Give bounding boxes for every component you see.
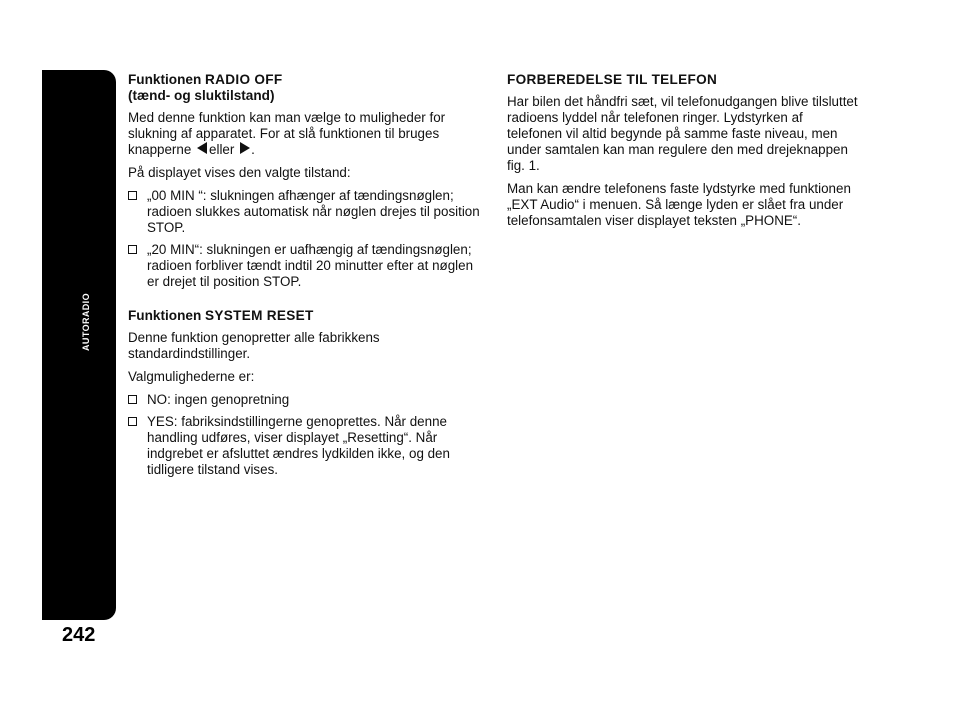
page-number: 242 xyxy=(62,624,96,646)
list-item-text: NO: ingen genopretning xyxy=(147,392,290,407)
right-column xyxy=(507,72,859,236)
list-item xyxy=(128,242,480,290)
radio-off-display-line: På displayet vises den valgte tilstand: xyxy=(128,165,351,180)
radio-off-intro-mid: eller xyxy=(209,142,235,157)
list-item xyxy=(128,188,480,236)
list-item-text: „20 MIN“: slukningen er uafhængig af tændingsnøglen; radioen forbliver tændt indtil 20 minutter efter at nøglen er drejet til position STOP. xyxy=(147,242,474,289)
checkbox-bullet-icon xyxy=(128,395,137,404)
chapter-sidebar xyxy=(42,70,116,620)
system-reset-text: Denne funktion genopretter alle fabrikkens standardindstillinger. xyxy=(128,330,380,361)
checkbox-bullet-icon xyxy=(128,417,137,426)
phone-heading xyxy=(507,72,859,88)
phone-paragraph: Har bilen det håndfri sæt, vil telefonudgangen blive tilsluttet radioens lyddel når telefonen ringer. Lydstyrken af telefonen vil altid begynde på samme faste niveau, men under samtalen kan man regulere den med drejeknappen fig. 1. xyxy=(507,94,858,173)
left-column xyxy=(128,72,480,484)
radio-off-intro xyxy=(128,110,480,158)
checkbox-bullet-icon xyxy=(128,191,137,200)
list-item xyxy=(128,392,480,408)
system-reset-options-label: Valgmulighederne er: xyxy=(128,369,255,384)
list-item-text: „00 MIN “: slukningen afhænger af tændingsnøglen; radioen slukkes automatisk når nøglen drejes til position STOP. xyxy=(147,188,480,235)
phone-title: FORBEREDELSE TIL TELEFON xyxy=(507,72,718,87)
radio-off-title-line2: (tænd- og sluktilstand) xyxy=(128,88,275,103)
radio-off-title-keyword: RADIO OFF xyxy=(205,72,283,87)
radio-off-title-prefix: Funktionen xyxy=(128,72,206,87)
checkbox-bullet-icon xyxy=(128,245,137,254)
arrow-left-icon xyxy=(197,142,207,154)
list-item xyxy=(128,414,480,478)
phone-paragraph: Man kan ændre telefonens faste lydstyrke med funktionen „EXT Audio“ i menuen. Så længe lyden er slået fra under telefonsamtalen viser displayet teksten „PHONE“. xyxy=(507,181,851,228)
system-reset-title-prefix: Funktionen xyxy=(128,308,206,323)
arrow-right-icon xyxy=(240,142,250,154)
radio-off-heading xyxy=(128,72,480,104)
list-item-text: YES: fabriksindstillingerne genoprettes. Når denne handling udføres, viser displayet „Resetting“. Når indgrebet er afsluttet ændres lydkilden ikke, og den tidligere tilstand vises. xyxy=(147,414,450,477)
system-reset-title-keyword: SYSTEM RESET xyxy=(205,308,314,323)
radio-off-intro-text: Med denne funktion kan man vælge to muligheder for slukning af apparatet. For at slå funktionen til bruges knapperne xyxy=(128,110,446,157)
system-reset-heading xyxy=(128,308,480,324)
radio-off-intro-end: . xyxy=(251,142,255,157)
chapter-label: AUTORADIO xyxy=(81,293,91,351)
